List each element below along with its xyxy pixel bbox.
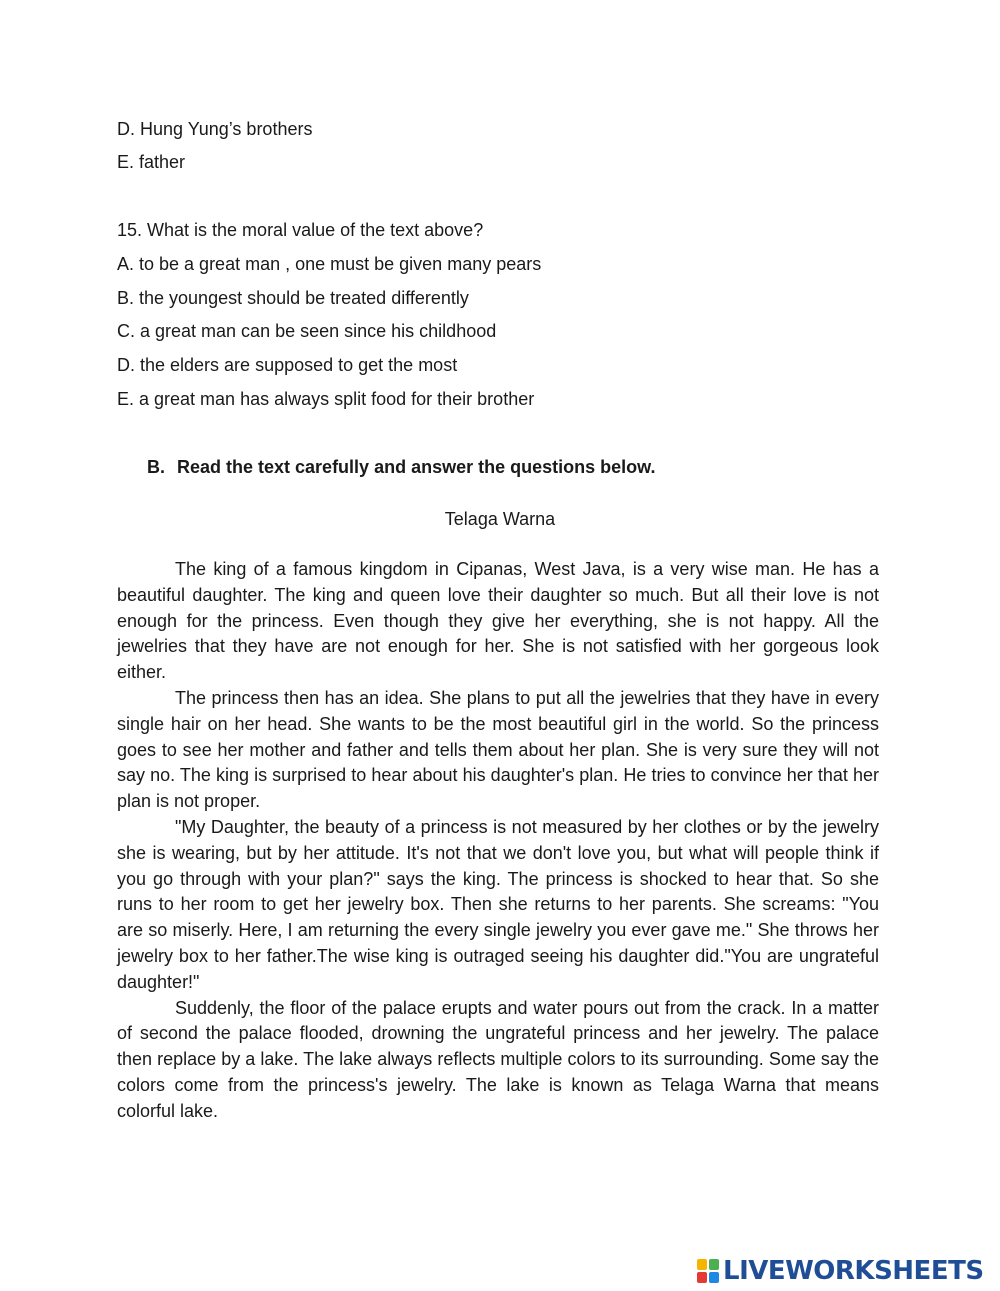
story-title: Telaga Warna	[444, 509, 556, 529]
question-15-option-c: C. a great man can be seen since his childhood	[117, 321, 497, 341]
section-b-heading	[147, 456, 655, 478]
section-b-instruction: Read the text carefully and answer the questions below.	[177, 457, 656, 477]
option-e-previous: E. father	[117, 152, 186, 172]
story-paragraph: "My Daughter, the beauty of a princess is not measured by her clothes or by the jewelry she is wearing, but by her attitude. It's not that we don't love you, but what will people think if you go through with your plan?" says the king. The princess is shocked to hear that. So she runs to her room to get her jewelry box. Then she returns to her parents. She screams: "You are so miserly. Here, I am returning the every single jewelry you ever gave me." She throws her jewelry box to her father.The wise king is outraged seeing his daughter did."You are ungrateful daughter!"	[117, 816, 879, 992]
logo-mark-square	[697, 1259, 707, 1270]
logo-mark-square	[709, 1272, 719, 1283]
question-15-option-d: D. the elders are supposed to get the most	[117, 355, 458, 375]
section-b-letter: B.	[147, 457, 165, 477]
logo-mark-square	[709, 1259, 719, 1270]
question-15-option-e: E. a great man has always split food for their brother	[117, 389, 535, 409]
logo-text: LIVEWORKSHEETS	[723, 1256, 984, 1286]
question-15-option-a: A. to be a great man , one must be given many pears	[117, 254, 542, 274]
liveworksheets-logo	[697, 1256, 984, 1286]
option-d-previous: D. Hung Yung’s brothers	[117, 119, 313, 139]
story-paragraph: The king of a famous kingdom in Cipanas, West Java, is a very wise man. He has a beautiful daughter. The king and queen love their daughter so much. But all their love is not enough for the princess. Even though they give her everything, she is not happy. All the jewelries that they have are not enough for her. She is not satisfied with her gorgeous look either.	[117, 559, 879, 683]
logo-mark-square	[697, 1272, 707, 1283]
question-15-prompt: 15. What is the moral value of the text above?	[117, 220, 484, 240]
question-15-option-b: B. the youngest should be treated differently	[117, 288, 469, 308]
story-paragraph: Suddenly, the floor of the palace erupts and water pours out from the crack. In a matter of second the palace flooded, drowning the ungrateful princess and her jewelry. The palace then replace by a lake. The lake always reflects multiple colors to its surrounding. Some say the colors come from the princess's jewelry. The lake is known as Telaga Warna that means colorful lake.	[117, 997, 879, 1121]
liveworksheets-mark-icon	[697, 1259, 719, 1283]
story-body	[117, 557, 879, 1125]
story-paragraph: The princess then has an idea. She plans to put all the jewelries that they have in every single hair on her head. She wants to be the most beautiful girl in the world. So the princess goes to see her mother and father and tells them about her plan. She is very sure they will not say no. The king is surprised to hear about his daughter's plan. He tries to convince her that her plan is not proper.	[117, 687, 879, 812]
